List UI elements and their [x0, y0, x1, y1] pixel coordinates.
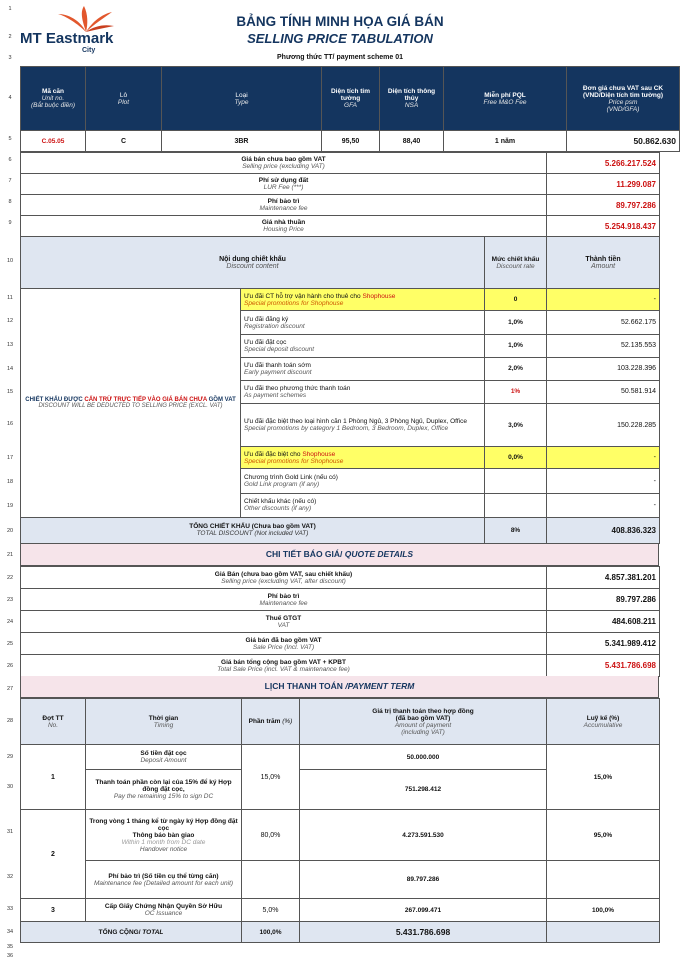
row-number: 19 — [6, 503, 14, 509]
payment-amount: 4.273.591.530 — [300, 810, 547, 861]
row-number: 12 — [6, 318, 14, 324]
discount-table — [20, 236, 660, 544]
quote-row-label-en: VAT — [277, 621, 290, 629]
payment-total-row — [21, 922, 660, 943]
row-number: 3 — [8, 55, 12, 61]
quote-row — [21, 589, 660, 611]
discount-row-label: Ưu đãi đăng ký Registration discount — [241, 311, 485, 334]
payment-timing: Cấp Giấy Chứng Nhận Quyền Sở Hữu OC Issuance — [86, 899, 242, 922]
row-number: 16 — [6, 421, 14, 427]
row-number: 24 — [6, 619, 14, 625]
gfa-value: 95,50 — [322, 131, 380, 152]
row-number: 25 — [6, 641, 14, 647]
discount-row-label: Ưu đãi thanh toán sớm Early payment discount — [241, 357, 485, 380]
discount-row-rate — [485, 469, 547, 493]
nsa-value: 88,40 — [380, 131, 444, 152]
discount-row — [21, 289, 660, 311]
row-number: 31 — [6, 829, 14, 835]
quote-row-label-en: Maintenance fee — [259, 599, 308, 607]
title-vi: BẢNG TÍNH MINH HỌA GIÁ BÁN — [236, 14, 444, 29]
quote-row-label-en: Selling price (excluding VAT, after discount) — [221, 577, 346, 585]
price-psm-value: 50.862.630 — [567, 131, 680, 152]
col-header-price-psm: Đơn giá chưa VAT sau CK (VND/Diện tích tim tường) Price psm (VND/GFA) — [567, 67, 680, 131]
discount-row-amount: - — [547, 493, 660, 517]
price-table — [20, 152, 660, 237]
payment-col-timing: Thời gian Timing — [86, 699, 242, 745]
payment-timing: Thanh toán phần còn lại của 15% để ký Hợp đồng đặt cọc, Pay the remaining 15% to sign DC — [86, 770, 242, 810]
discount-row-rate: 1% — [485, 380, 547, 403]
row-number: 32 — [6, 874, 14, 880]
price-row-label-en: Housing Price — [263, 226, 304, 233]
payment-total-percent: 100,0% — [242, 922, 300, 943]
unit-no-value: C.05.05 — [21, 131, 86, 152]
price-row-value: 5.254.918.437 — [547, 216, 660, 237]
payment-section-title: LỊCH THANH TOÁN /PAYMENT TERM — [20, 676, 659, 698]
quote-row-label-en: Sale Price (Incl. VAT) — [252, 643, 315, 651]
price-row-label: Giá nhà thuần — [261, 219, 306, 226]
payment-accumulative: 100,0% — [547, 899, 660, 922]
quote-section-title: CHI TIẾT BÁO GIÁ/ QUOTE DETAILS — [20, 544, 659, 566]
discount-row-amount: - — [547, 469, 660, 493]
quote-row-label: Phí bảo trì — [267, 592, 300, 600]
discount-total-amount: 408.836.323 — [547, 517, 660, 543]
type-value: 3BR — [162, 131, 322, 152]
payment-col-percent: Phần trăm (%) — [242, 699, 300, 745]
payment-accumulative: 95,0% — [547, 810, 660, 861]
quote-row-label: Giá bán tổng cộng bao gồm VAT + KPBT — [221, 658, 346, 666]
price-row — [21, 216, 660, 237]
row-number: 33 — [6, 906, 14, 912]
row-number: 27 — [6, 686, 14, 692]
row-number: 21 — [6, 552, 14, 558]
discount-row-rate: 1,0% — [485, 334, 547, 357]
discount-row-label: Ưu đãi theo phương thức thanh toán As payment schemes — [241, 380, 485, 403]
quote-row-label-en: Total Sale Price (incl. VAT & maintenance fee) — [217, 665, 350, 673]
discount-content-header: Nội dung chiết khấu Discount content — [21, 237, 485, 289]
discount-row-amount: 52.662.175 — [547, 311, 660, 334]
payment-amount: 267.099.471 — [300, 899, 547, 922]
payment-timing: Phí bảo trì (Số tiền cụ thể từng căn) Maintenance fee (Detailed amount for each unit) — [86, 861, 242, 899]
discount-row-label: Ưu đãi CT hỗ trợ vận hành cho thuê cho Shophouse Special promotions for Shophouse — [241, 289, 485, 311]
row-number: 10 — [6, 258, 14, 264]
row-number: 6 — [8, 157, 12, 163]
payment-row — [21, 861, 660, 899]
price-row — [21, 153, 660, 174]
row-number: 2 — [8, 34, 12, 40]
price-row — [21, 174, 660, 195]
row-number: 22 — [6, 575, 14, 581]
free-fee-value: 1 năm — [444, 131, 567, 152]
price-row — [21, 195, 660, 216]
quote-row-label: Giá Bán (chưa bao gồm VAT, sau chiết khấu) — [214, 570, 353, 578]
row-number: 11 — [7, 295, 13, 301]
discount-total-label: TỔNG CHIẾT KHẤU (Chưa bao gồm VAT) TOTAL DISCOUNT (Not included VAT) — [21, 517, 485, 543]
col-header-unit-no: Mã căn Unit no. (Bắt buộc điền) — [21, 67, 86, 131]
quote-row-value: 4.857.381.201 — [547, 567, 660, 589]
quote-row-value: 484.608.211 — [547, 611, 660, 633]
row-number: 30 — [6, 784, 14, 790]
payment-scheme: Phương thức TT/ payment scheme 01 — [277, 54, 403, 61]
discount-row-amount: 50.581.914 — [547, 380, 660, 403]
payment-percent: 5,0% — [242, 899, 300, 922]
discount-row-rate: 0 — [485, 289, 547, 311]
unit-table — [20, 66, 680, 152]
row-number: 15 — [6, 389, 14, 395]
price-row-label: Phí sử dụng đất — [258, 177, 309, 184]
quote-row — [21, 655, 660, 677]
discount-row-label: Ưu đãi đặt cọc Special deposit discount — [241, 334, 485, 357]
payment-col-amount: Giá trị thanh toán theo hợp đồng (đã bao gồm VAT) Amount of payment (including VAT) — [300, 699, 547, 745]
row-number: 28 — [6, 718, 14, 724]
discount-row-label: Ưu đãi đặc biệt cho Shophouse Special promotions for Shophouse — [241, 447, 485, 469]
quote-row-label: Giá bán đã bao gồm VAT — [245, 636, 322, 644]
row-number: 1 — [8, 6, 12, 12]
col-header-type: Loại Type — [162, 67, 322, 131]
row-number: 5 — [8, 136, 12, 142]
discount-row-amount: - — [547, 447, 660, 469]
payment-total-amount: 5.431.786.698 — [300, 922, 547, 943]
quote-row-value: 5.341.989.412 — [547, 633, 660, 655]
payment-amount: 89.797.286 — [300, 861, 547, 899]
discount-row-rate: 0,0% — [485, 447, 547, 469]
discount-total-rate: 8% — [485, 517, 547, 543]
discount-row-amount: 103.228.396 — [547, 357, 660, 380]
col-header-nsa: Diện tích thông thủy NSA — [380, 67, 444, 131]
quote-row — [21, 633, 660, 655]
discount-row-amount: 52.135.553 — [547, 334, 660, 357]
row-number: 9 — [8, 220, 12, 226]
price-row-label: Giá bán chưa bao gồm VAT — [241, 156, 326, 163]
discount-amount-header: Thành tiền Amount — [547, 237, 660, 289]
discount-row-rate: 3,0% — [485, 404, 547, 447]
payment-timing: Số tiền đặt cọc Deposit Amount — [86, 745, 242, 770]
discount-row-label: Chiết khấu khác (nếu có) Other discounts (if any) — [241, 493, 485, 517]
price-row-value: 11.299.087 — [547, 174, 660, 195]
price-row-label: Phí bảo trì — [267, 198, 300, 205]
row-number: 8 — [8, 199, 12, 205]
payment-row — [21, 810, 660, 861]
discount-row-label: Ưu đãi đặc biệt theo loại hình căn 1 Phòng Ngủ, 3 Phòng Ngủ, Duplex, Office Special promotions by category 1 Bedroom, 3 Bedroom, Duplex, Office — [241, 404, 485, 447]
quote-row-value: 5.431.786.698 — [547, 655, 660, 677]
payment-accumulative: 15,0% — [547, 745, 660, 810]
payment-col-accumulative: Luỹ kế (%) Accumulative — [547, 699, 660, 745]
payment-timing: Trong vòng 1 tháng kể từ ngày ký Hợp đồng đặt cọc Thông báo bàn giao Within 1 month from DC date Handover notice — [86, 810, 242, 861]
payment-amount: 50.000.000 — [300, 745, 547, 770]
row-number: 29 — [6, 754, 14, 760]
payment-row — [21, 899, 660, 922]
row-number: 13 — [6, 342, 14, 348]
title-en: SELLING PRICE TABULATION — [247, 31, 433, 46]
quote-row — [21, 611, 660, 633]
quote-row-label: Thuế GTGT — [265, 614, 302, 622]
payment-table — [20, 698, 660, 943]
row-number: 23 — [6, 597, 14, 603]
col-header-free-mo-fee: Miễn phí PQL Free M&O Fee — [444, 67, 567, 131]
brand-logo — [20, 6, 130, 56]
payment-installment-no: 2 — [21, 810, 86, 899]
row-number: 7 — [8, 178, 12, 184]
payment-percent: 80,0% — [242, 810, 300, 861]
payment-installment-no: 3 — [21, 899, 86, 922]
payment-percent: 15,0% — [242, 745, 300, 810]
payment-row — [21, 745, 660, 770]
row-number: 35 — [6, 944, 14, 950]
discount-side-note: CHIẾT KHẤU ĐƯỢC CẤN TRỪ TRỰC TIẾP VÀO GIÁ BÁN CHƯA GỒM VAT DISCOUNT WILL BE DEDUCTED TO SELLING PRICE (EXCL. VAT) — [21, 289, 241, 517]
brand-sub: City — [82, 47, 96, 54]
col-header-plot: Lô Plot — [86, 67, 162, 131]
row-number: 18 — [6, 479, 14, 485]
quote-row — [21, 567, 660, 589]
row-number: 26 — [6, 663, 14, 669]
discount-total-row — [21, 517, 660, 543]
discount-row-amount: 150.228.285 — [547, 404, 660, 447]
price-row-label-en: Maintenance fee — [259, 205, 308, 212]
price-row-value: 89.797.286 — [547, 195, 660, 216]
quote-table — [20, 566, 660, 677]
payment-total-label: TỔNG CỘNG/ TOTAL — [21, 922, 242, 943]
row-number: 14 — [6, 366, 14, 372]
row-number: 36 — [6, 953, 14, 959]
plot-value: C — [86, 131, 162, 152]
price-row-value: 5.266.217.524 — [547, 153, 660, 174]
payment-col-no: Đợt TT No. — [21, 699, 86, 745]
discount-row-amount: - — [547, 289, 660, 311]
quote-row-value: 89.797.286 — [547, 589, 660, 611]
row-number: 17 — [6, 455, 14, 461]
row-number: 20 — [6, 528, 14, 534]
row-number: 34 — [6, 929, 14, 935]
discount-row-rate: 2,0% — [485, 357, 547, 380]
discount-row-rate: 1,0% — [485, 311, 547, 334]
payment-amount: 751.298.412 — [300, 770, 547, 810]
brand-name: MT Eastmark — [20, 30, 114, 47]
discount-rate-header: Mức chiết khấu Discount rate — [485, 237, 547, 289]
discount-row-label: Chương trình Gold Link (nếu có) Gold Link program (if any) — [241, 469, 485, 493]
row-number: 4 — [8, 95, 12, 101]
price-row-label-en: Selling price (excluding VAT) — [242, 163, 325, 170]
payment-installment-no: 1 — [21, 745, 86, 810]
col-header-gfa: Diện tích tim tường GFA — [322, 67, 380, 131]
price-row-label-en: LUR Fee (***) — [263, 184, 304, 191]
discount-row-rate — [485, 493, 547, 517]
